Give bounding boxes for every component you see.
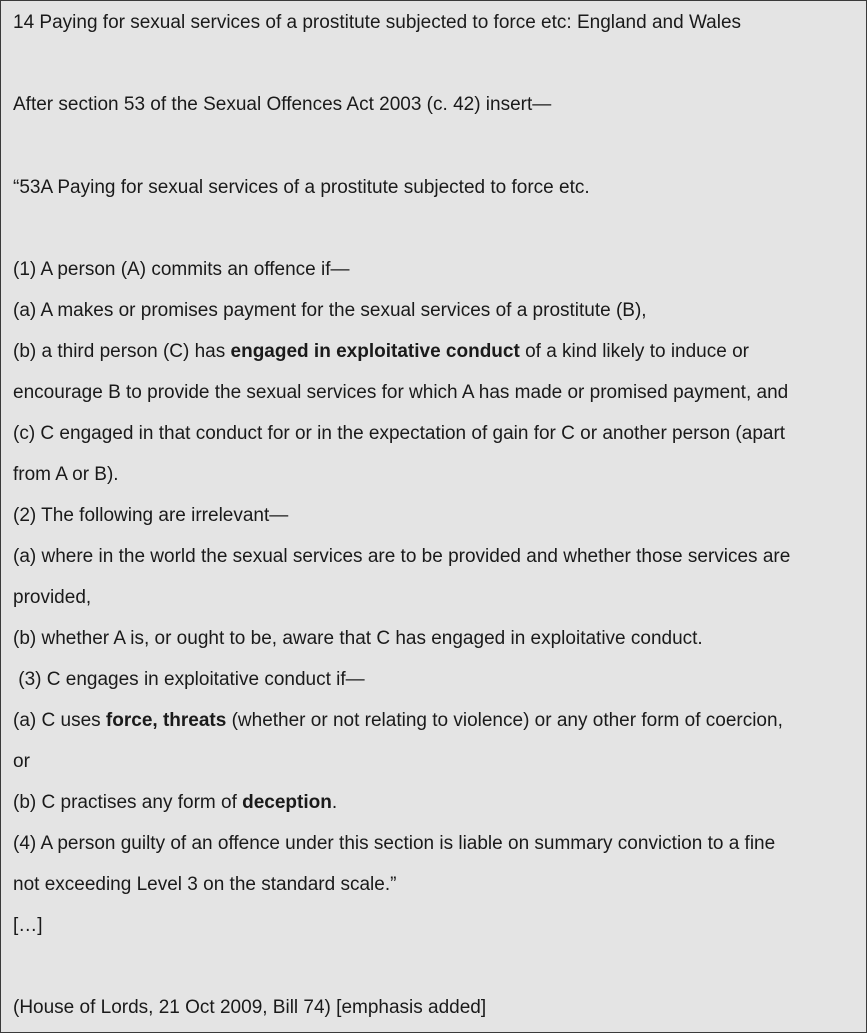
clause-intro: After section 53 of the Sexual Offences Act 2003 (c. 42) insert— <box>13 94 552 115</box>
subsection-1-b <box>13 340 860 364</box>
subsection-3-b-end: . <box>331 792 338 813</box>
subsection-3-b-start: (b) C practises any form of <box>13 792 243 813</box>
subsection-2-b: (b) whether A is, or ought to be, aware that C has engaged in exploitative conduct. <box>13 628 703 649</box>
subsection-1-b-start: (b) a third person (C) has <box>13 341 231 362</box>
subsection-3-a <box>13 709 860 733</box>
subsection-3-a-continued: or <box>13 751 30 772</box>
subsection-1-b-continued: encourage B to provide the sexual services for which A has made or promised payment, and <box>13 382 789 403</box>
subsection-3-b <box>13 791 860 815</box>
subsection-4: (4) A person guilty of an offence under this section is liable on summary conviction to a fine <box>13 833 776 854</box>
subsection-2-intro: (2) The following are irrelevant— <box>13 505 289 526</box>
subsection-3-a-end: (whether or not relating to violence) or any other form of coercion, <box>226 710 783 731</box>
emphasis-exploitative-conduct: engaged in exploitative conduct <box>230 341 520 362</box>
subsection-1-b-end: of a kind likely to induce or <box>519 341 749 362</box>
subsection-1-intro: (1) A person (A) commits an offence if— <box>13 259 350 280</box>
section-title: “53A Paying for sexual services of a prostitute subjected to force etc. <box>13 177 590 198</box>
subsection-4-continued: not exceeding Level 3 on the standard scale.” <box>13 874 397 895</box>
clause-heading: 14 Paying for sexual services of a prostitute subjected to force etc: England and Wales <box>13 12 742 33</box>
subsection-2-a-continued: provided, <box>13 587 92 608</box>
omission-marker: […] <box>13 915 43 936</box>
subsection-3-a-start: (a) C uses <box>13 710 106 731</box>
subsection-1-a: (a) A makes or promises payment for the sexual services of a prostitute (B), <box>13 300 647 321</box>
subsection-1-c: (c) C engaged in that conduct for or in the expectation of gain for C or another person (apart <box>13 423 786 444</box>
subsection-1-c-continued: from A or B). <box>13 464 119 485</box>
citation: (House of Lords, 21 Oct 2009, Bill 74) [emphasis added] <box>13 997 487 1018</box>
subsection-3-intro: (3) C engages in exploitative conduct if— <box>13 669 365 690</box>
subsection-2-a: (a) where in the world the sexual services are to be provided and whether those services are <box>13 546 791 567</box>
emphasis-force-threats: force, threats <box>105 710 227 731</box>
emphasis-deception: deception <box>242 792 332 813</box>
